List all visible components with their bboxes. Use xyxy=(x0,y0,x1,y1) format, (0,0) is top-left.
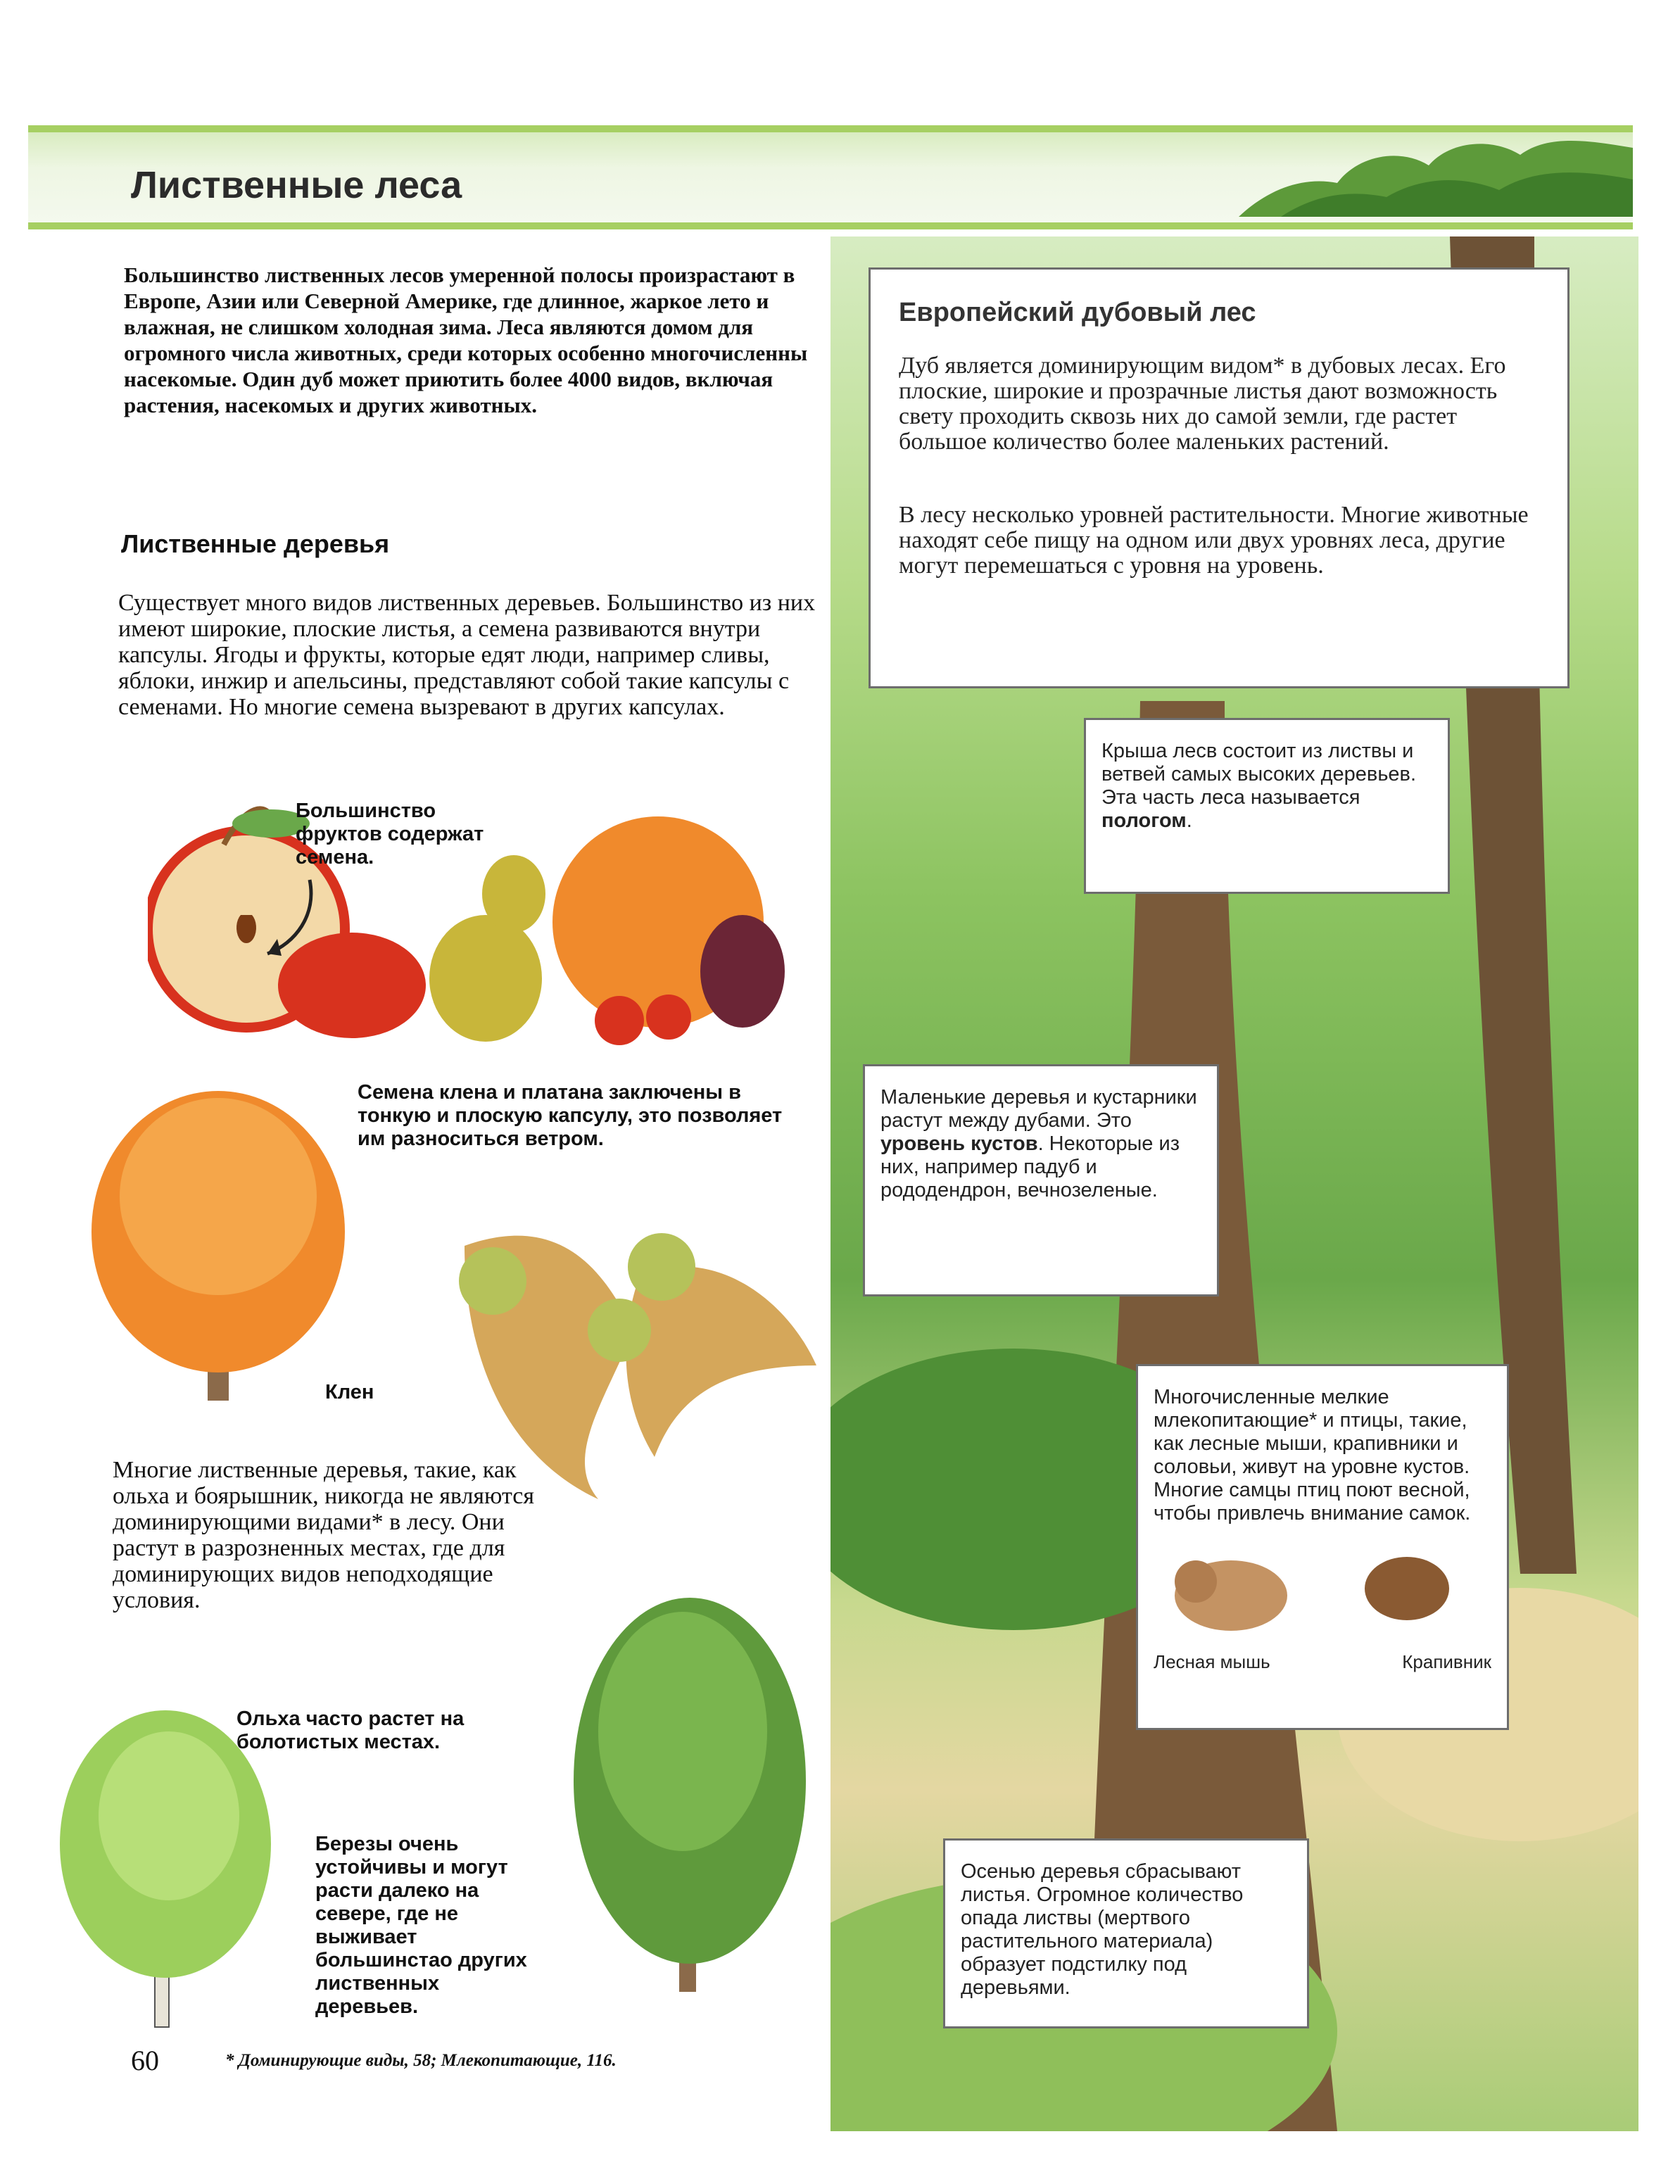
callout-mammals xyxy=(1136,1364,1509,1730)
header-trees-illustration xyxy=(1239,127,1633,217)
intro-paragraph: Большинство лиственных лесов умеренной полосы произрастают в Европе, Азии или Северной Америке, где длинное, жаркое лето и влажная, не слишком холодная зима. Леса являются домом для огромного числа животных, среди которых особенно многочисленны насекомые. Один дуб может приютить более 4000 видов, включая растения, насекомых и других животных. xyxy=(124,263,808,417)
page-number: 60 xyxy=(131,2045,159,2076)
maple-tree-illustration xyxy=(84,1084,352,1408)
canopy-text-end: . xyxy=(1186,809,1192,832)
canopy-term: пологом xyxy=(1101,809,1187,832)
label-mouse: Лесная мышь xyxy=(1154,1651,1270,1672)
animal-labels xyxy=(1154,1650,1491,1674)
section-body-1: Существует много видов лиственных деревьев. Большинство из них имеют широкие, плоские листья, а семена развиваются внутри капсулы. Ягоды и фрукты, которые едят люди, например сливы, яблоки, инжир и апельсины, представляют собой такие капсулы с семенами. Но многие семена вызревают в других капсулах. xyxy=(118,590,816,720)
shrub-text: Маленькие деревья и кустарники растут между дубами. Это xyxy=(880,1086,1197,1132)
shrub-text-end: . Некоторые из них, например падуб и рододендрон, вечнозеленые. xyxy=(880,1132,1180,1201)
label-wren: Крапивник xyxy=(1402,1651,1491,1672)
callout-autumn: Осенью деревья сбрасывают листья. Огромное количество опада листвы (мертвого растительного материала) образует подстилку под деревьями. xyxy=(943,1838,1309,2028)
caption-maple-seeds: Семена клена и платана заключены в тонкую и плоскую капсулу, это позволяет им разноситься ветром. xyxy=(358,1081,783,1150)
mouse-and-wren-illustration xyxy=(1154,1532,1491,1645)
alder-tree-illustration xyxy=(563,1591,816,2013)
arrow-icon xyxy=(253,873,324,964)
oak-forest-info-box xyxy=(869,267,1570,688)
mammals-text: Многочисленные мелкие млекопитающие* и птицы, такие, как лесные мыши, крапивники и соловьи, живут на уровне кустов. Многие самцы птиц поют весной, чтобы привлечь внимание самок. xyxy=(1154,1386,1471,1525)
callout-canopy xyxy=(1084,718,1450,894)
caption-fruits: Большинство фруктов содержат семена. xyxy=(296,800,484,869)
page-title: Лиственные леса xyxy=(131,164,462,206)
callout-shrub-layer xyxy=(863,1064,1219,1296)
section-body-2: Многие лиственные деревья, такие, как ольха и боярышник, никогда не являются доминирующими видами* в лесу. Они растут в разрозненных местах, где для доминирующих видов неподходящие условия. xyxy=(113,1457,535,1613)
caption-birch: Березы очень устойчивы и могут расти далеко на севере, где не выживает большинстао других лиственных деревьев. xyxy=(315,1833,527,2018)
caption-maple: Клен xyxy=(325,1381,374,1403)
forest-paragraph-1: Дуб является доминирующим видом* в дубовых лесах. Его плоские, широкие и прозрачные листья дают возможность свету проходить сквозь них до самой земли, где растет большое количество более маленьких растений. xyxy=(899,353,1506,455)
shrub-term: уровень кустов xyxy=(880,1132,1038,1155)
caption-alder: Ольха часто растет на болотистых местах. xyxy=(236,1708,465,1753)
section-heading: Лиственные деревья xyxy=(121,529,390,558)
canopy-text: Крыша лесв состоит из листвы и ветвей самых высоких деревьев. Эта часть леса называется xyxy=(1101,740,1417,809)
forest-paragraph-2: В лесу несколько уровней растительности. Многие животные находят себе пищу на одном или двух уровнях леса, другие могут перемешаться с уровня на уровень. xyxy=(899,502,1529,579)
footnote: * Доминирующие виды, 58; Млекопитающие, 116. xyxy=(225,2051,617,2070)
birch-tree-illustration xyxy=(49,1703,289,2034)
forest-title: Европейский дубовый лес xyxy=(899,298,1256,327)
